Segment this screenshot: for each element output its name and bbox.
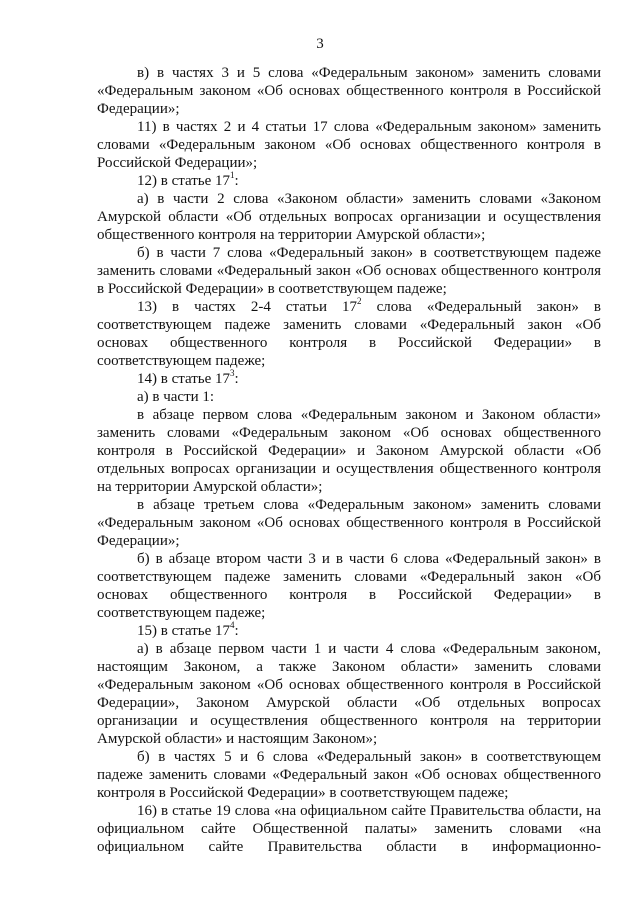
paragraph-text: : xyxy=(234,173,239,189)
paragraph: а) в части 1: xyxy=(137,389,215,405)
paragraph-text: 15) в статье 17 xyxy=(137,623,231,639)
paragraph-text: 14) в статье 17 xyxy=(137,371,231,387)
superscript: 1 xyxy=(230,170,235,180)
document-body xyxy=(97,64,601,856)
paragraph-text: слова «Федеральный закон» в соответствующем падеже заменить словами «Федеральный закон «Об основах общественного контроля в Российской Федерации» в соответствующем падеже; xyxy=(97,299,601,369)
paragraph: б) в абзаце втором части 3 и в части 6 слова «Федеральный закон» в соответствующем падеже заменить словами «Федеральный закон «Об основах общественного контроля в Российской Федерации» в соответствующем падеже; xyxy=(97,551,601,621)
paragraph xyxy=(97,298,601,370)
paragraph: а) в абзаце первом части 1 и части 4 слова «Федеральным законом, настоящим Законом, а также Законом области» заменить словами «Федеральным законом «Об основах общественного контроля в Российской Федерации», Законом Амурской области «Об отдельных вопросах организации и осуществления общественного контроля на территории Амурской области» и настоящим Законом»; xyxy=(97,641,601,747)
page-number: 3 xyxy=(316,36,324,52)
paragraph: 11) в частях 2 и 4 статьи 17 слова «Федеральным законом» заменить словами «Федеральным законом «Об основах общественного контроля в Российской Федерации»; xyxy=(97,119,601,171)
paragraph: в абзаце третьем слова «Федеральным законом» заменить словами «Федеральным законом «Об основах общественного контроля в Российской Федерации»; xyxy=(97,497,601,549)
superscript: 3 xyxy=(230,368,235,378)
paragraph: 16) в статье 19 слова «на официальном сайте Правительства области, на официальном сайте Общественной палаты» заменить словами «на официальном сайте Правительства области в информационно- xyxy=(97,803,601,855)
paragraph: а) в части 2 слова «Законом области» заменить словами «Законом Амурской области «Об отдельных вопросах организации и осуществления общественного контроля на территории Амурской области»; xyxy=(97,191,601,243)
paragraph xyxy=(97,370,601,388)
paragraph-text: 13) в частях 2-4 статьи 17 xyxy=(137,299,358,315)
paragraph-text: 12) в статье 17 xyxy=(137,173,231,189)
paragraph-text: : xyxy=(234,623,239,639)
paragraph: б) в частях 5 и 6 слова «Федеральный закон» в соответствующем падеже заменить словами «Федеральный закон «Об основах общественного контроля в Российской Федерации» в соответствующем падеже; xyxy=(97,749,601,801)
superscript: 2 xyxy=(357,296,362,306)
paragraph xyxy=(97,172,601,190)
paragraph: в абзаце первом слова «Федеральным законом и Законом области» заменить словами «Федеральным законом «Об основах общественного контроля в Российской Федерации» и Законом Амурской области «Об отдельных вопросах организации и осуществления общественного контроля на территории Амурской области»; xyxy=(97,407,601,495)
paragraph xyxy=(97,622,601,640)
paragraph-text: : xyxy=(234,371,239,387)
paragraph: б) в части 7 слова «Федеральный закон» в соответствующем падеже заменить словами «Федеральный закон «Об основах общественного контроля в Российской Федерации» в соответствующем падеже; xyxy=(97,245,601,297)
superscript: 4 xyxy=(230,620,235,630)
paragraph: в) в частях 3 и 5 слова «Федеральным законом» заменить словами «Федеральным законом «Об основах общественного контроля в Российской Федерации»; xyxy=(97,65,601,117)
